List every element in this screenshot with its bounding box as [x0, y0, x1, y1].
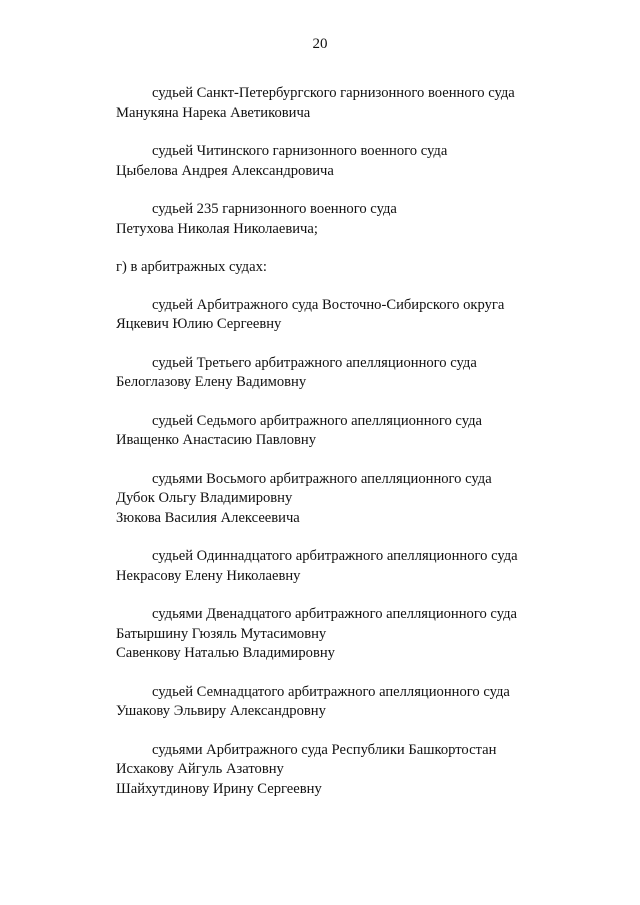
court-title: судьями Арбитражного суда Республики Башкортостан [152, 741, 497, 758]
page-number: 20 [312, 36, 328, 52]
appointment-entry [116, 84, 586, 123]
court-title: судьями Восьмого арбитражного апелляционного суда [152, 470, 492, 487]
court-title: судьей Арбитражного суда Восточно-Сибирского округа [152, 296, 505, 313]
judge-name: Манукяна Нарека Аветиковича [116, 104, 311, 121]
court-title: судьями Двенадцатого арбитражного апелляционного суда [152, 606, 517, 622]
judge-name: Петухова Николая Николаевича; [116, 220, 318, 237]
section-heading: г) в арбитражных судах: [116, 259, 267, 275]
judge-name: Цыбелова Андрея Александровича [116, 162, 334, 179]
judge-name: Яцкевич Юлию Сергеевну [116, 316, 282, 332]
appointment-entry [116, 741, 586, 800]
court-title: судьей Третьего арбитражного апелляционного суда [152, 354, 477, 371]
appointment-entry [116, 683, 586, 722]
judge-name: Иващенко Анастасию Павловну [116, 432, 317, 448]
appointment-entry [116, 605, 586, 664]
appointment-entry [116, 547, 586, 586]
court-title: судьей Читинского гарнизонного военного суда [152, 143, 448, 159]
judge-name: Савенкову Наталью Владимировну [116, 645, 335, 661]
appointment-entry [116, 470, 586, 529]
judge-name: Шайхутдинову Ирину Сергеевну [116, 780, 322, 797]
judge-name: Дубок Ольгу Владимировну [116, 490, 293, 506]
document-body [116, 84, 586, 818]
appointment-entry [116, 354, 586, 393]
court-title: судьей Семнадцатого арбитражного апелляционного суда [152, 683, 510, 700]
court-title: судьей Санкт-Петербургского гарнизонного военного суда [152, 85, 515, 101]
appointment-entry [116, 296, 586, 335]
appointment-entry [116, 200, 586, 239]
judge-name: Некрасову Елену Николаевну [116, 567, 301, 584]
judge-name: Ушакову Эльвиру Александровну [116, 703, 326, 719]
court-title: судьей Одиннадцатого арбитражного апелляционного суда [152, 548, 518, 564]
court-title: судьей Седьмого арбитражного апелляционного суда [152, 412, 482, 429]
judge-name: Батыршину Гюзяль Мутасимовну [116, 625, 327, 642]
appointment-entry [116, 142, 586, 181]
judge-name: Зюкова Василия Алексеевича [116, 509, 300, 526]
judge-name: Исхакову Айгуль Азатовну [116, 761, 284, 777]
judge-name: Белоглазову Елену Вадимовну [116, 374, 307, 390]
appointment-entry [116, 412, 586, 451]
court-title: судьей 235 гарнизонного военного суда [152, 201, 397, 217]
